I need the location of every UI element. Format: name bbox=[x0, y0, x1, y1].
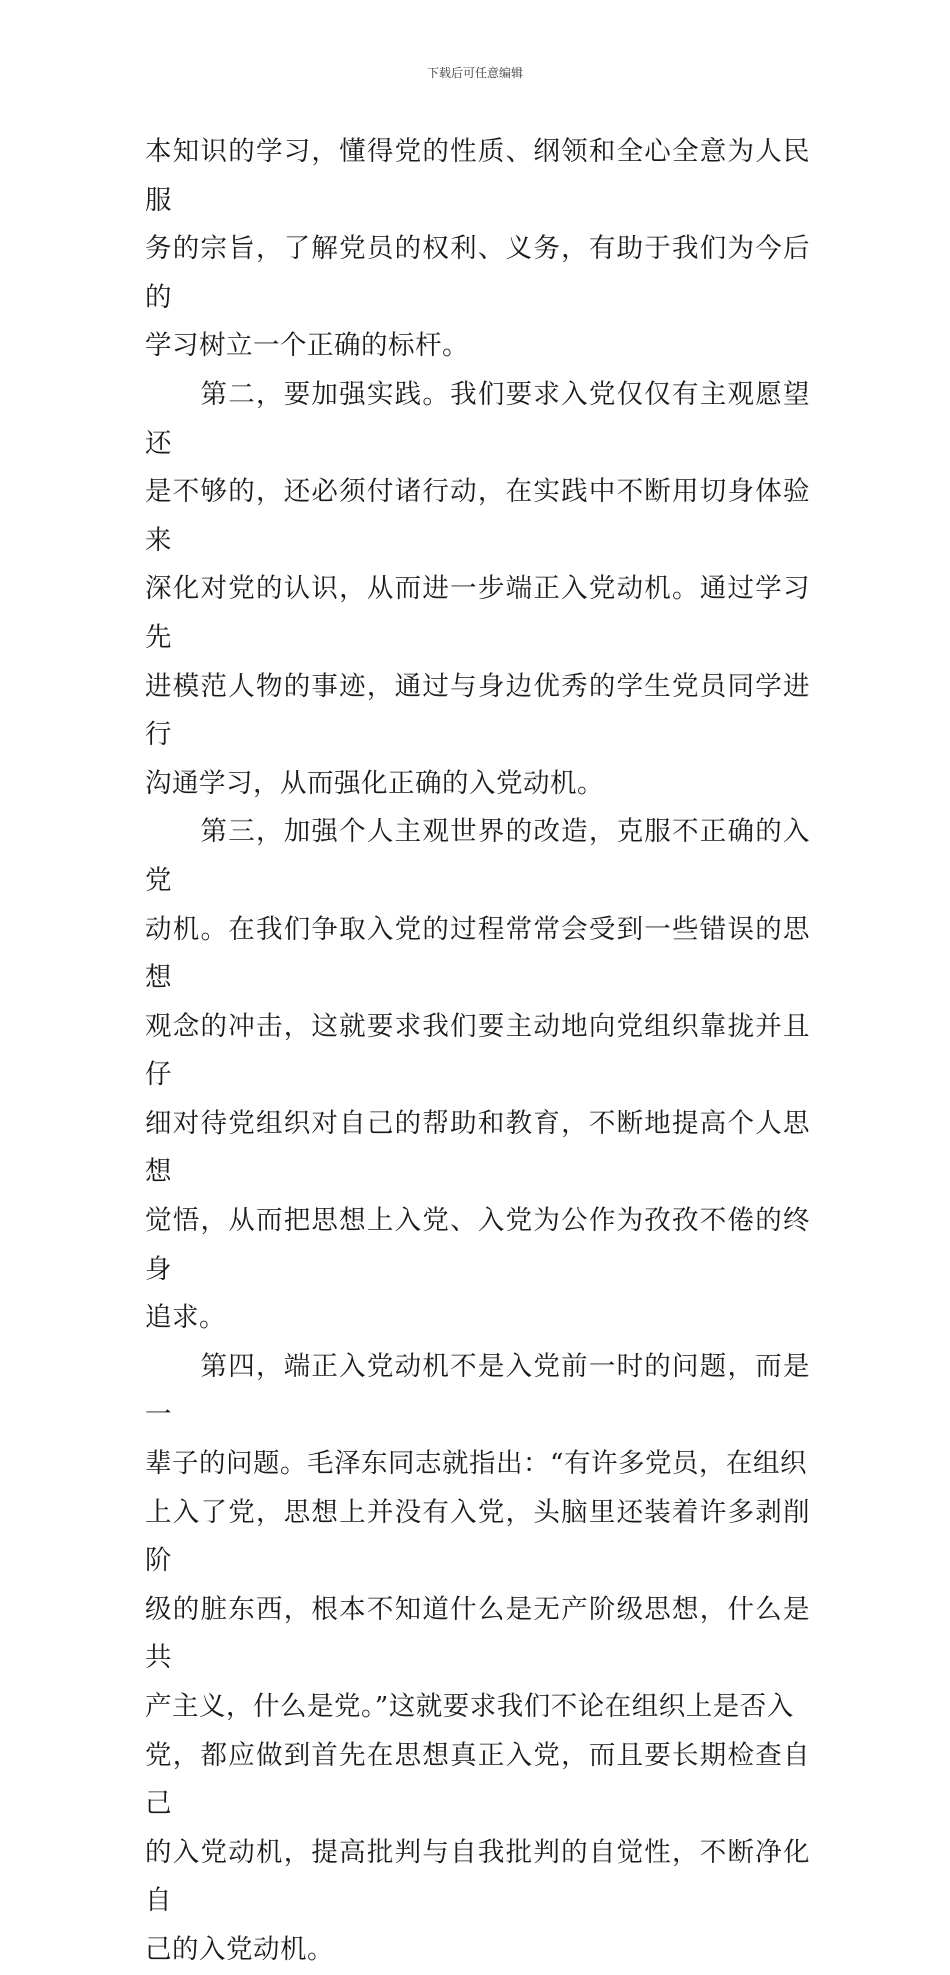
paragraph-2: 第二，要加强实践。我们要求入党仅仅有主观愿望还 是不够的，还必须付诸行动，在实践中不断用切身体验来 深化对党的认识，从而进一步端正入党动机。通过学习先 进模范人物的事迹，通过与身边优秀的学生党员同学进行 沟通学习，从而强化正确的入党动机。 bbox=[145, 378, 810, 799]
paragraph-4: 第四，端正入党动机不是入党前一时的问题，而是一 辈子的问题。毛泽东同志就指出：“有许多党员，在组织 上入了党，思想上并没有入党，头脑里还装着许多剥削阶 级的脏东西，根本不知道什么是无产阶级思想，什么是共 产主义，什么是党。”这就要求我们不论在组织上是否入 党，都应做到首先在思想真正入党，而且要长期检查自己 的入党动机，提高批判与自我批判的自觉性，不断净化自 己的入党动机。 bbox=[145, 1350, 810, 1965]
paragraph-3: 第三，加强个人主观世界的改造，克服不正确的入党 动机。在我们争取入党的过程常常会受到一些错误的思想 观念的冲击，这就要求我们要主动地向党组织靠拢并且仔 细对待党组织对自己的帮助和教育，不断地提高个人思想 觉悟，从而把思想上入党、入党为公作为孜孜不倦的终身 追求。 bbox=[145, 816, 810, 1334]
document-body bbox=[145, 128, 810, 1975]
paragraph-1: 本知识的学习，懂得党的性质、纲领和全心全意为人民服 务的宗旨，了解党员的权利、义务，有助于我们为今后的 学习树立一个正确的标杆。 bbox=[145, 136, 810, 362]
page-header: 下载后可任意编辑 bbox=[426, 66, 523, 80]
